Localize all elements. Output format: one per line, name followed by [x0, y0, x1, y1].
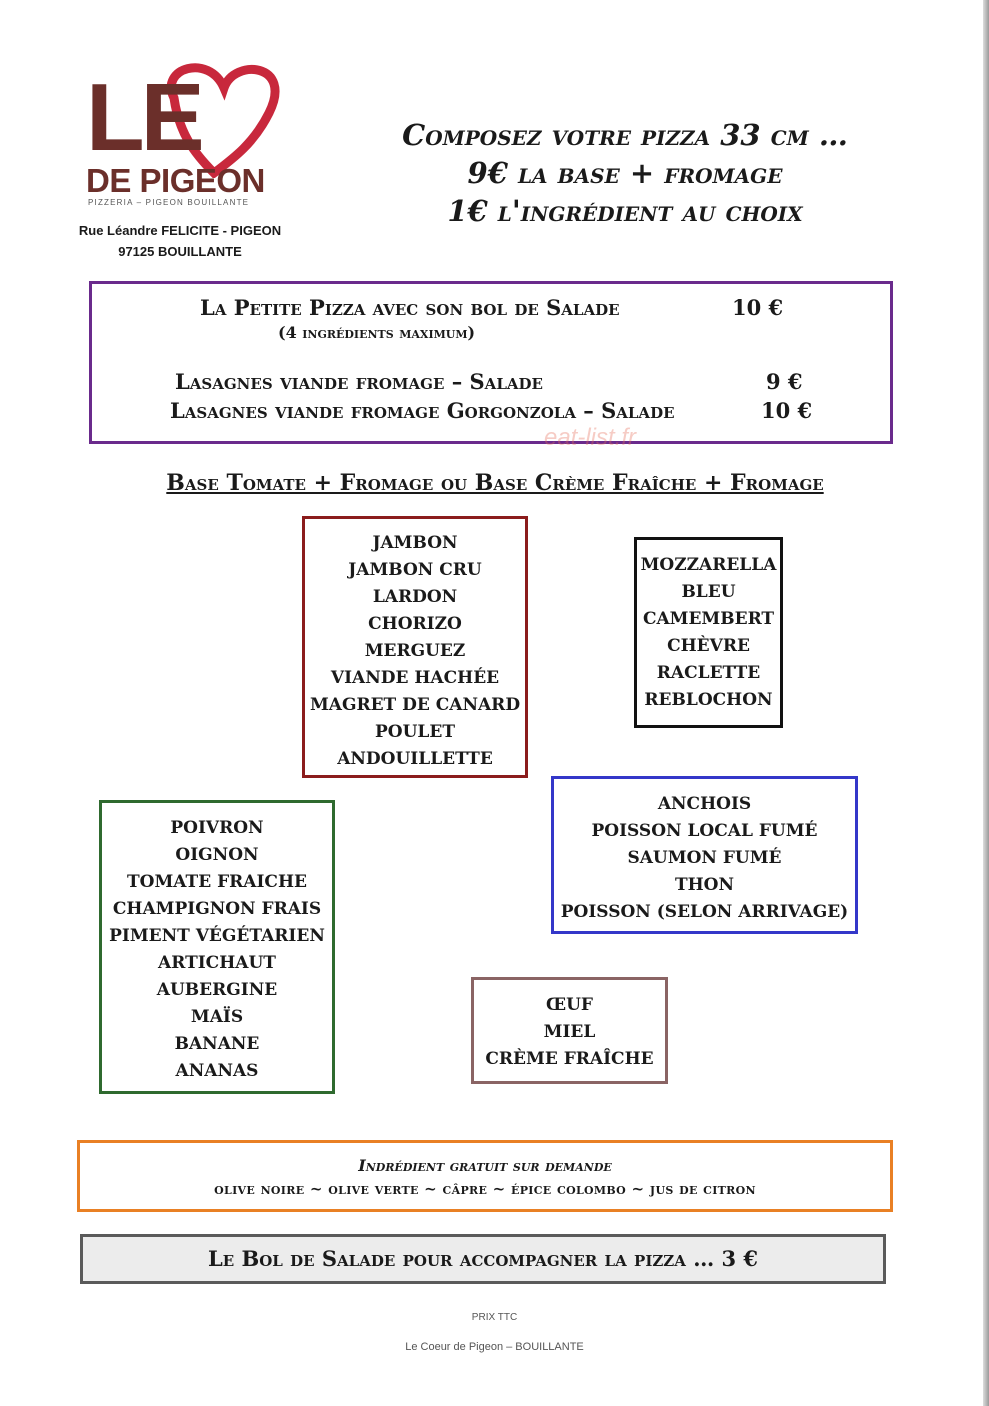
headline-line-3: 1€ l'ingrédient au choix [447, 194, 803, 228]
special-3-price: 10 € [761, 398, 813, 423]
meats-box [302, 516, 528, 778]
others-box [471, 977, 668, 1084]
list-item: PIMENT VÉGÉTARIEN [109, 926, 325, 946]
address-city: 97125 BOUILLANTE [118, 244, 242, 259]
salad-bowl-offer: Le Bol de Salade pour accompagner la pizza … 3 € [207, 1246, 759, 1271]
vegetables-box [99, 800, 335, 1094]
list-item: MOZZARELLA [640, 555, 777, 575]
special-2-price: 9 € [766, 369, 803, 394]
bases-heading: Base Tomate + Fromage ou Base Crème Fraîche + Fromage [166, 470, 824, 496]
list-item: ANCHOIS [657, 794, 752, 814]
headline-line-2: 9€ la base + fromage [467, 156, 783, 190]
list-item: RACLETTE [656, 663, 761, 683]
list-item: AUBERGINE [156, 980, 278, 1000]
footer-restaurant: Le Coeur de Pigeon – BOUILLANTE [405, 1341, 584, 1353]
special-3-label: Lasagnes viande fromage Gorgonzola – Salade [170, 398, 675, 423]
list-item: CAMEMBERT [642, 609, 775, 629]
logo-subtitle: PIZZERIA – PIGEON BOUILLANTE [88, 198, 250, 207]
list-item: POISSON LOCAL FUMÉ [591, 821, 818, 841]
free-ingredients-list: olive noire ~ olive verte ~ câpre ~ épice colombo ~ jus de citron [214, 1180, 756, 1198]
list-item: SAUMON FUMÉ [627, 848, 782, 868]
watermark: eat-list.fr [543, 424, 636, 451]
list-item: JAMBON CRU [348, 560, 482, 580]
list-item: MERGUEZ [364, 641, 466, 661]
address-street: Rue Léandre FELICITE - PIGEON [78, 223, 282, 238]
list-item: MAÏS [190, 1007, 244, 1027]
free-ingredients-title: Indrédient gratuit sur demande [358, 1156, 612, 1175]
free-ingredients-box [77, 1140, 893, 1212]
list-item: ARTICHAUT [158, 953, 276, 973]
specials-box [89, 281, 893, 444]
list-item: ŒUF [546, 995, 593, 1015]
list-item: OIGNON [175, 845, 259, 865]
list-item: CRÈME FRAÎCHE [485, 1049, 654, 1069]
list-item: BLEU [681, 582, 736, 602]
list-item: TOMATE FRAICHE [127, 872, 307, 892]
list-item: CHAMPIGNON FRAIS [112, 899, 322, 919]
cheeses-box [634, 537, 783, 728]
logo-name: DE PIGEON [86, 162, 265, 199]
list-item: VIANDE HACHÉE [330, 668, 500, 688]
list-item: JAMBON [372, 533, 458, 553]
list-item: REBLOCHON [644, 690, 773, 710]
headline [360, 116, 890, 230]
page-edge [983, 0, 989, 1406]
list-item: THON [674, 875, 735, 895]
list-item: CHÈVRE [667, 636, 750, 656]
restaurant-logo [84, 58, 284, 208]
fish-box [551, 776, 858, 934]
headline-line-1: Composez votre pizza 33 cm … [402, 118, 848, 152]
price-note: PRIX TTC [471, 1312, 518, 1323]
list-item: POULET [375, 722, 455, 742]
salad-bowl-box [80, 1234, 886, 1284]
list-item: BANANE [174, 1034, 260, 1054]
list-item: LARDON [372, 587, 458, 607]
special-1-label: La Petite Pizza avec son bol de Salade [200, 295, 620, 320]
special-1-note: (4 ingrédients maximum) [278, 323, 476, 342]
logo-le: LE [86, 64, 201, 171]
list-item: POIVRON [170, 818, 264, 838]
list-item: ANANAS [175, 1061, 259, 1081]
special-2-label: Lasagnes viande fromage – Salade [175, 369, 543, 394]
list-item: ANDOUILLETTE [337, 749, 493, 769]
list-item: POISSON (SELON ARRIVAGE) [560, 902, 849, 922]
list-item: MAGRET DE CANARD [309, 695, 521, 715]
list-item: CHORIZO [368, 614, 462, 634]
address [60, 220, 300, 262]
list-item: MIEL [543, 1022, 596, 1042]
special-1-price: 10 € [732, 295, 784, 320]
